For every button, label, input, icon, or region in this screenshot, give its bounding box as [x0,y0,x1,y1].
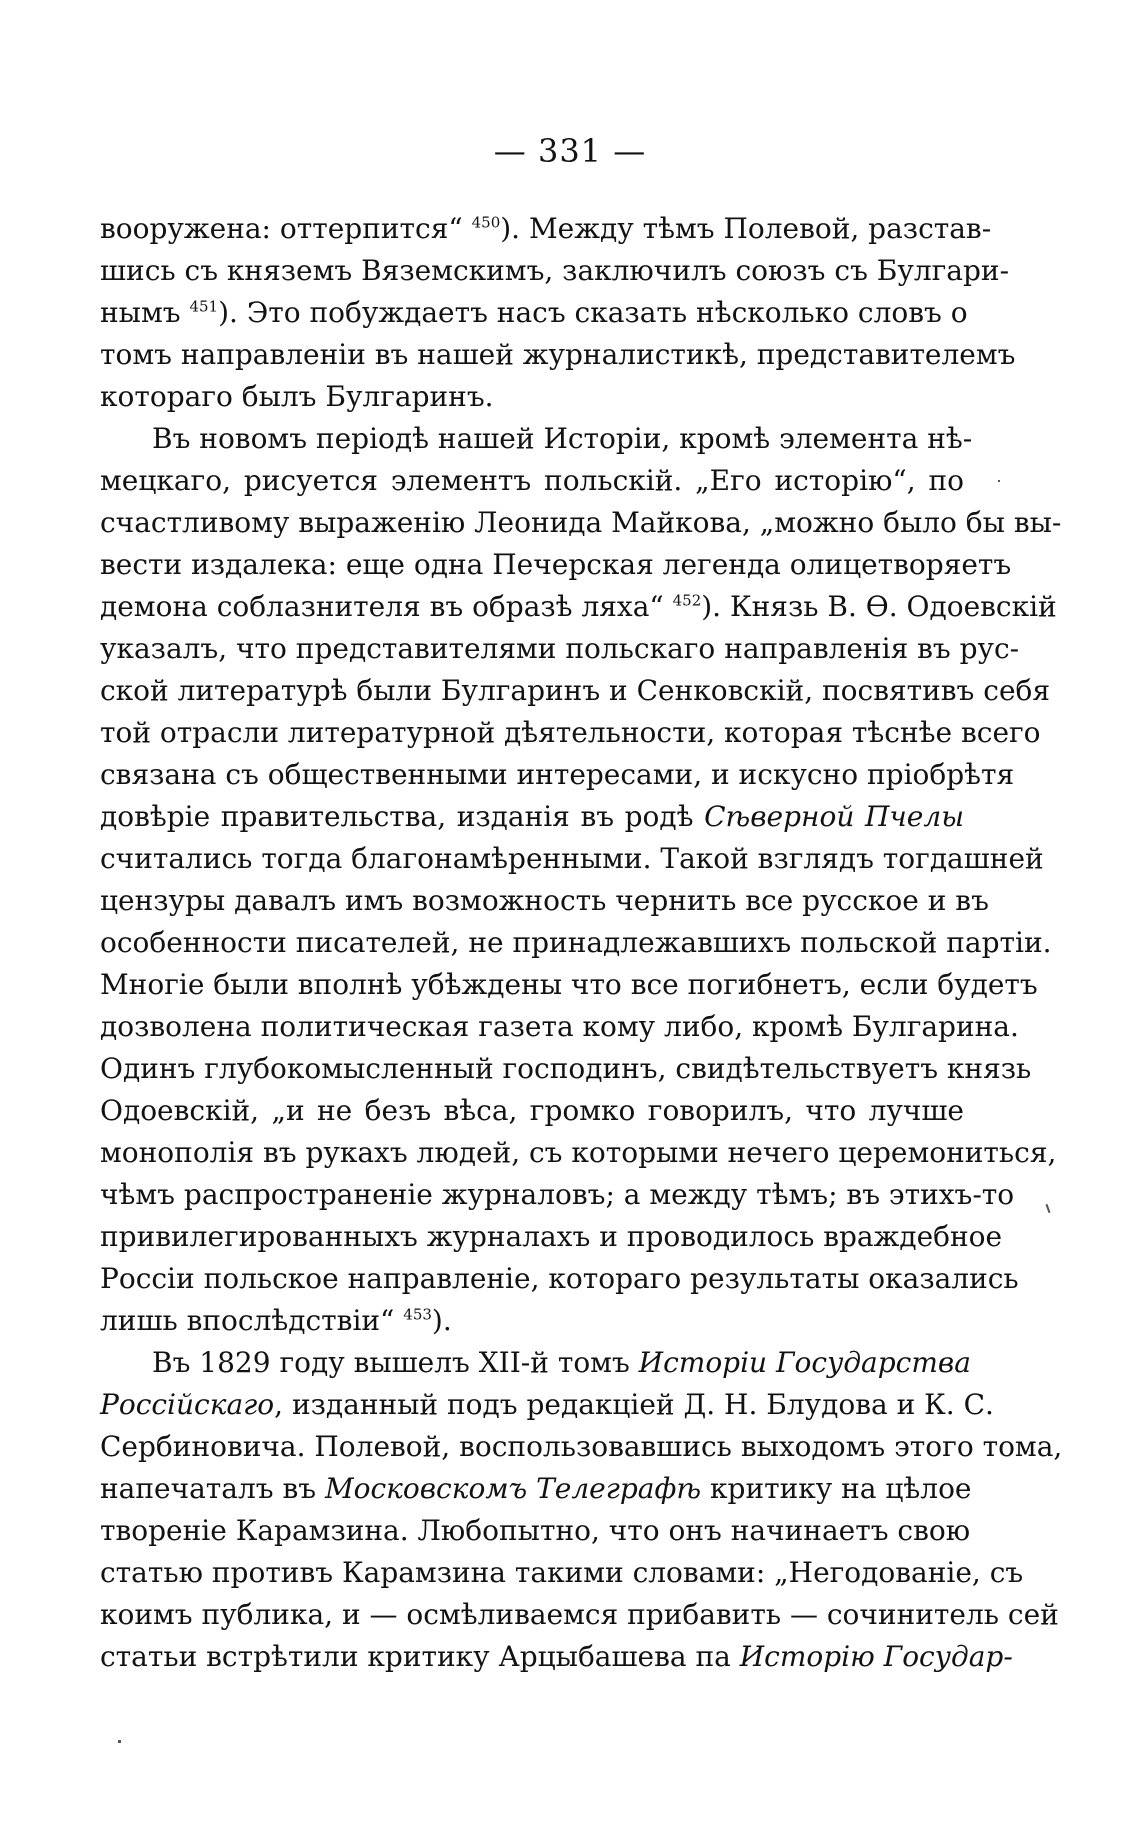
text-run: монополія въ рукахъ людей, съ которыми нечего церемониться, [100,1136,1057,1169]
text-line [100,1174,1015,1216]
text-line [100,502,1062,544]
text-line [152,418,973,460]
text-line [100,1258,1019,1300]
text-run: , изданный подъ редакціей Д. Н. Блудова и К. С. [274,1388,994,1421]
text-line [100,880,989,922]
text-line [100,712,1041,754]
text-run: ). [431,1304,452,1337]
text-line [100,250,1010,292]
text-run: считались тогда благонамѣренными. Такой взглядъ тогдашней [100,842,1044,875]
text-line [100,1048,1032,1090]
text-line [100,1006,1019,1048]
text-line [100,1510,971,1552]
text-run: той отрасли литературной дѣятельности, которая тѣснѣе всего [100,716,1041,749]
text-run: Многіе были вполнѣ убѣждены что все погибнетъ, если будетъ [100,968,1038,1001]
text-line [100,670,1051,712]
text-run: ской литературѣ были Булгаринъ и Сенковскій, посвятивъ себя [100,674,1051,707]
text-line [100,208,992,250]
text-run: ). Между тѣмъ Полевой, разстав- [500,212,992,245]
italic-title: Исторію Государ- [739,1640,1013,1673]
body-text [0,208,1140,1738]
text-line [100,754,1015,796]
text-run: котораго былъ Булгаринъ. [100,380,494,413]
text-line [100,1636,1013,1678]
text-run: коимъ публика, и — осмѣливаемся прибавить — сочинитель сей [100,1598,1059,1631]
text-run: цензуры давалъ имъ возможность чернить все русское и въ [100,884,989,917]
footnote-marker: 450 [471,213,501,232]
text-line [100,964,1038,1006]
text-run: напечаталъ въ [100,1472,325,1505]
italic-title: Россійскаго [100,1388,275,1421]
text-run: Одинъ глубокомысленный господинъ, свидѣтельствуетъ князь [100,1052,1032,1085]
text-line [100,838,1044,880]
text-line [100,1384,994,1426]
text-line [152,1342,971,1384]
text-line [100,586,1057,628]
scan-speck [118,1740,121,1743]
text-line [100,628,1020,670]
text-run: вести издалека: еще одна Печерская легенда олицетворяетъ [100,548,1012,581]
text-run: шись съ княземъ Вяземскимъ, заключилъ союзъ съ Булгари- [100,254,1010,287]
italic-title: Исторіи Государства [638,1346,971,1379]
text-line [100,544,1012,586]
text-run: указалъ, что представителями польскаго направленія въ рус- [100,632,1020,665]
text-run: ). Это побуждаетъ насъ сказать нѣсколько словъ о [218,296,968,329]
text-run: чѣмъ распространеніе журналовъ; а между тѣмъ; въ этихъ-то [100,1178,1015,1211]
italic-title: Московскомъ Телеграфѣ [324,1472,702,1505]
italic-title: Сѣверной Пчелы [704,800,964,833]
text-run: Одоевскій, „и не безъ вѣса, громко говорилъ, что лучше [100,1094,964,1127]
text-line [100,1216,1003,1258]
text-run: Сербиновича. Полевой, воспользовавшись выходомъ этого тома, [100,1430,1063,1463]
text-run: нымъ [100,296,190,329]
text-run: томъ направленіи въ нашей журналистикѣ, представителемъ [100,338,1016,371]
text-line [100,1090,964,1132]
text-run: вооружена: оттерпится“ [100,212,472,245]
text-run: ). Князь В. Ѳ. Одоевскій [701,590,1057,623]
text-run: связана съ общественными интересами, и искусно пріобрѣтя [100,758,1015,791]
text-line [100,376,964,418]
text-run: Въ 1829 году вышелъ XII-й томъ [152,1346,639,1379]
text-run: твореніе Карамзина. Любопытно, что онъ начинаетъ свою [100,1514,971,1547]
text-line [100,922,1052,964]
scan-speck [998,480,1000,482]
text-run: довѣріе правительства, изданія въ родѣ [100,800,705,833]
text-run: Россіи польское направленіе, котораго результаты оказались [100,1262,1019,1295]
text-line [100,1468,972,1510]
footnote-marker: 452 [672,591,702,610]
text-run: статью противъ Карамзина такими словами: „Негодованіе, съ [100,1556,1024,1589]
page-number: — 331 — [493,132,647,170]
footnote-marker: 451 [189,297,219,316]
text-run: мецкаго, рисуется элементъ польскій. „Его исторію“, по [100,464,964,497]
text-run: лишь впослѣдствіи“ [100,1304,404,1337]
text-line [100,1426,1063,1468]
text-run: привилегированныхъ журналахъ и проводилось враждебное [100,1220,1003,1253]
text-run: дозволена политическая газета кому либо, кромѣ Булгарина. [100,1010,1019,1043]
text-line [100,292,968,334]
text-line [100,460,964,502]
footnote-marker: 453 [403,1305,432,1324]
text-line [100,796,964,838]
text-run: статьи встрѣтили критику Арцыбашева па [100,1640,740,1673]
text-run: демона соблазнителя въ образѣ ляха“ [100,590,673,623]
text-run: особенности писателей, не принадлежавшихъ польской партіи. [100,926,1052,959]
text-line [100,1300,964,1342]
text-run: Въ новомъ періодѣ нашей Исторіи, кромѣ элемента нѣ- [152,422,973,455]
text-run: критику на цѣлое [701,1472,972,1505]
text-run: счастливому выраженію Леонида Майкова, „можно было бы вы- [100,506,1062,539]
text-line [100,1132,1057,1174]
text-line [100,1594,1059,1636]
text-line [100,1552,1024,1594]
text-line [100,334,1016,376]
